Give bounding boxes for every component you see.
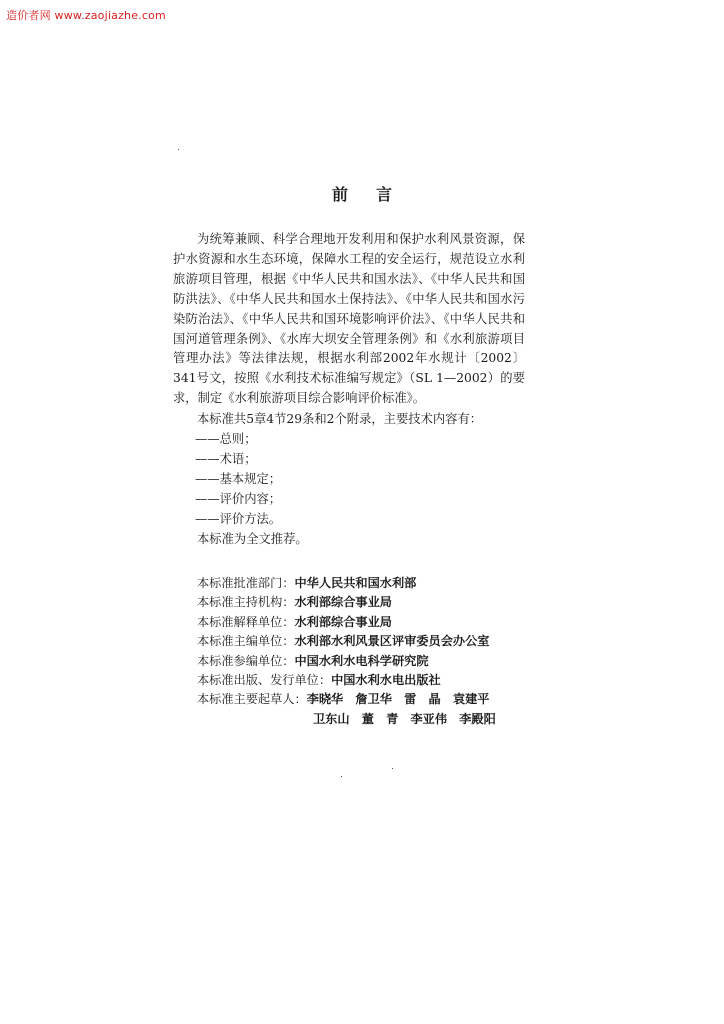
- scan-speck: [178, 149, 179, 150]
- preface-paragraph: 为统筹兼顾、科学合理地开发利用和保护水利风景资源，保护水资源和水生态环境，保障水工程的安全运行，规范设立水利旅游项目管理，根据《中华人民共和国水法》、《中华人民共和国防洪法》、《中华人民共和国水土保持法》、《中华人民共和国水污染防治法》、《中华人民共和国环境影响评价法》、《中华人民共和国河道管理条例》、《水库大坝安全管理条例》和《水利旅游项目管理办法》等法律法规，根据水利部2002年水规计〔2002〕341号文，按照《水利技术标准编写规定》（SL 1—2002）的要求，制定《水利旅游项目综合影响评价标准》。: [173, 232, 525, 406]
- scan-speck: [392, 768, 393, 769]
- meta-row: [197, 613, 537, 632]
- meta-label: 本标准出版、发行单位：: [197, 673, 332, 688]
- meta-value: 水利部水利风景区评审委员会办公室: [294, 634, 490, 649]
- contents-intro: 本标准共5章4节29条和2个附录，主要技术内容有：: [197, 412, 483, 427]
- contents-item: ——基本规定；: [195, 471, 282, 486]
- meta-row: [197, 710, 537, 729]
- site-watermark: 造价者网 www.zaojiazhe.com: [6, 9, 166, 22]
- scan-speck: [341, 776, 342, 777]
- meta-row: [197, 671, 537, 690]
- meta-label: 本标准解释单位：: [197, 614, 295, 629]
- meta-row: [197, 574, 537, 593]
- meta-value: 中国水利水电出版社: [331, 673, 441, 688]
- meta-row: [197, 593, 537, 612]
- meta-label: 本标准主持机构：: [197, 595, 295, 610]
- meta-label: 本标准批准部门：: [197, 576, 295, 590]
- meta-row: [197, 632, 537, 651]
- preface-body: [173, 230, 525, 550]
- contents-item: ——术语；: [195, 451, 257, 466]
- meta-label: 本标准参编单位：: [197, 653, 295, 668]
- meta-row: [197, 652, 537, 671]
- drafters-list: 李晓华 詹卫华 雷 晶 袁建平: [306, 692, 490, 707]
- recommendation-text: 本标准为全文推荐。: [197, 531, 308, 546]
- standard-metadata: [197, 574, 537, 729]
- meta-value: 中华人民共和国水利部: [294, 576, 417, 590]
- drafters-list: 卫东山 董 青 李亚伟 李殿阳: [313, 711, 496, 726]
- meta-label: 本标准主编单位：: [197, 634, 295, 649]
- contents-item: ——评价内容；: [195, 491, 282, 506]
- meta-value: 水利部综合事业局: [294, 614, 392, 629]
- meta-row: [197, 690, 537, 709]
- meta-value: 水利部综合事业局: [294, 595, 392, 610]
- contents-item: ——评价方法。: [195, 511, 282, 526]
- page-title: 前言: [331, 185, 420, 204]
- contents-item: ——总则；: [195, 432, 257, 447]
- meta-label: 本标准主要起草人：: [197, 692, 307, 707]
- meta-value: 中国水利水电科学研究院: [294, 653, 429, 668]
